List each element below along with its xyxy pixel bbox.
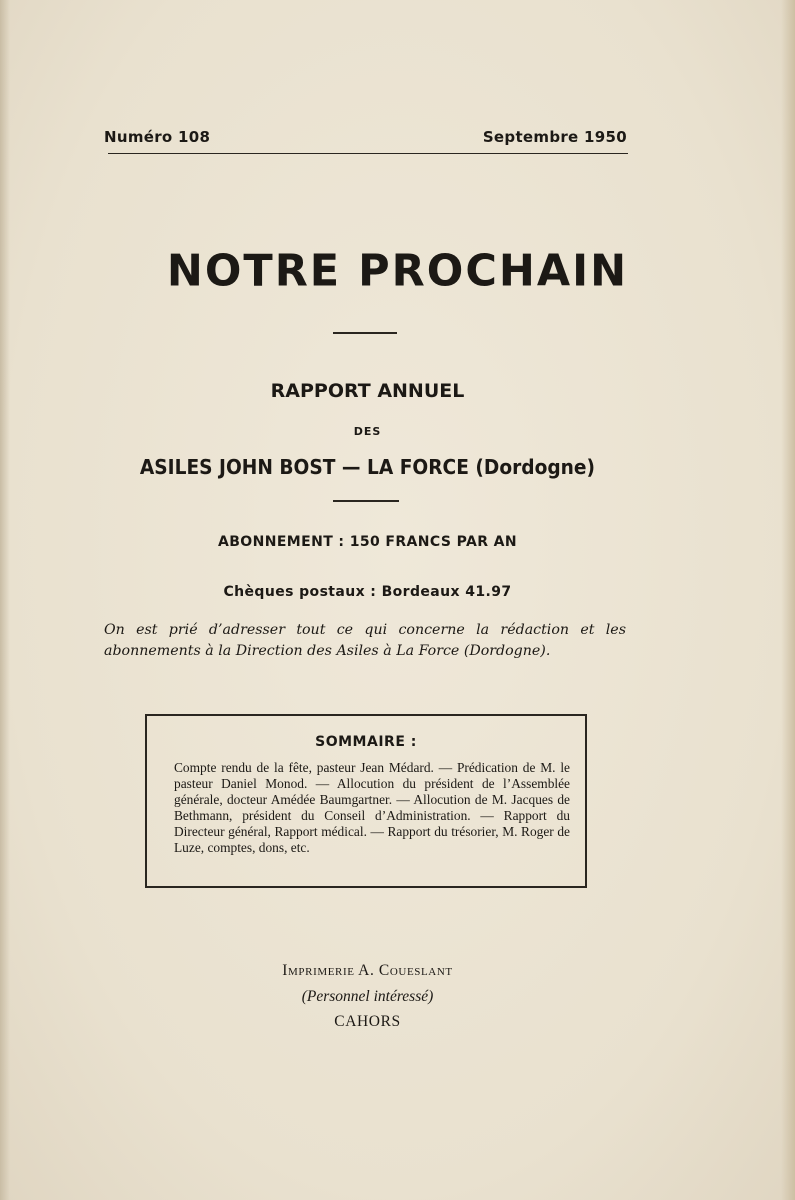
subscription-line: ABONNEMENT : 150 FRANCS PAR AN bbox=[217, 534, 517, 550]
organization-divider bbox=[333, 500, 399, 502]
printer-name: Imprimerie A. Coueslant bbox=[282, 962, 453, 979]
des-label: DES bbox=[353, 425, 382, 438]
organization-name: ASILES JOHN BOST — LA FORCE (Dordogne) bbox=[139, 455, 596, 479]
header-rule bbox=[108, 153, 628, 154]
publication-title: NOTRE PROCHAIN bbox=[166, 245, 629, 297]
printer-note: (Personnel intéressé) bbox=[301, 988, 434, 1005]
address-notice: On est prié d’adresser tout ce qui concerne la rédaction et les abonnements à la Direction des Asiles à La Force (Dordogne). bbox=[104, 622, 626, 659]
title-divider bbox=[333, 332, 397, 334]
issue-date: Septembre 1950 bbox=[482, 128, 627, 146]
summary-box bbox=[145, 714, 587, 888]
report-subtitle: RAPPORT ANNUEL bbox=[270, 380, 465, 402]
summary-body: Compte rendu de la fête, pasteur Jean Médard. — Prédication de M. le pasteur Daniel Monod. — Allocution du président de l’Assemblée générale, docteur Amédée Baumgartner. — Allocution de M. Jacques de Bethmann, président du Conseil d’Administration. — Rapport du Directeur général, Rapport médical. — Rapport du trésorier, M. Roger de Luze, comptes, dons, etc. bbox=[174, 760, 570, 855]
issue-number: Numéro 108 bbox=[104, 128, 211, 146]
page-right-edge bbox=[781, 0, 795, 1200]
postal-cheques-line: Chèques postaux : Bordeaux 41.97 bbox=[223, 584, 512, 600]
summary-title: SOMMAIRE : bbox=[315, 734, 417, 750]
printer-city: CAHORS bbox=[334, 1013, 401, 1030]
